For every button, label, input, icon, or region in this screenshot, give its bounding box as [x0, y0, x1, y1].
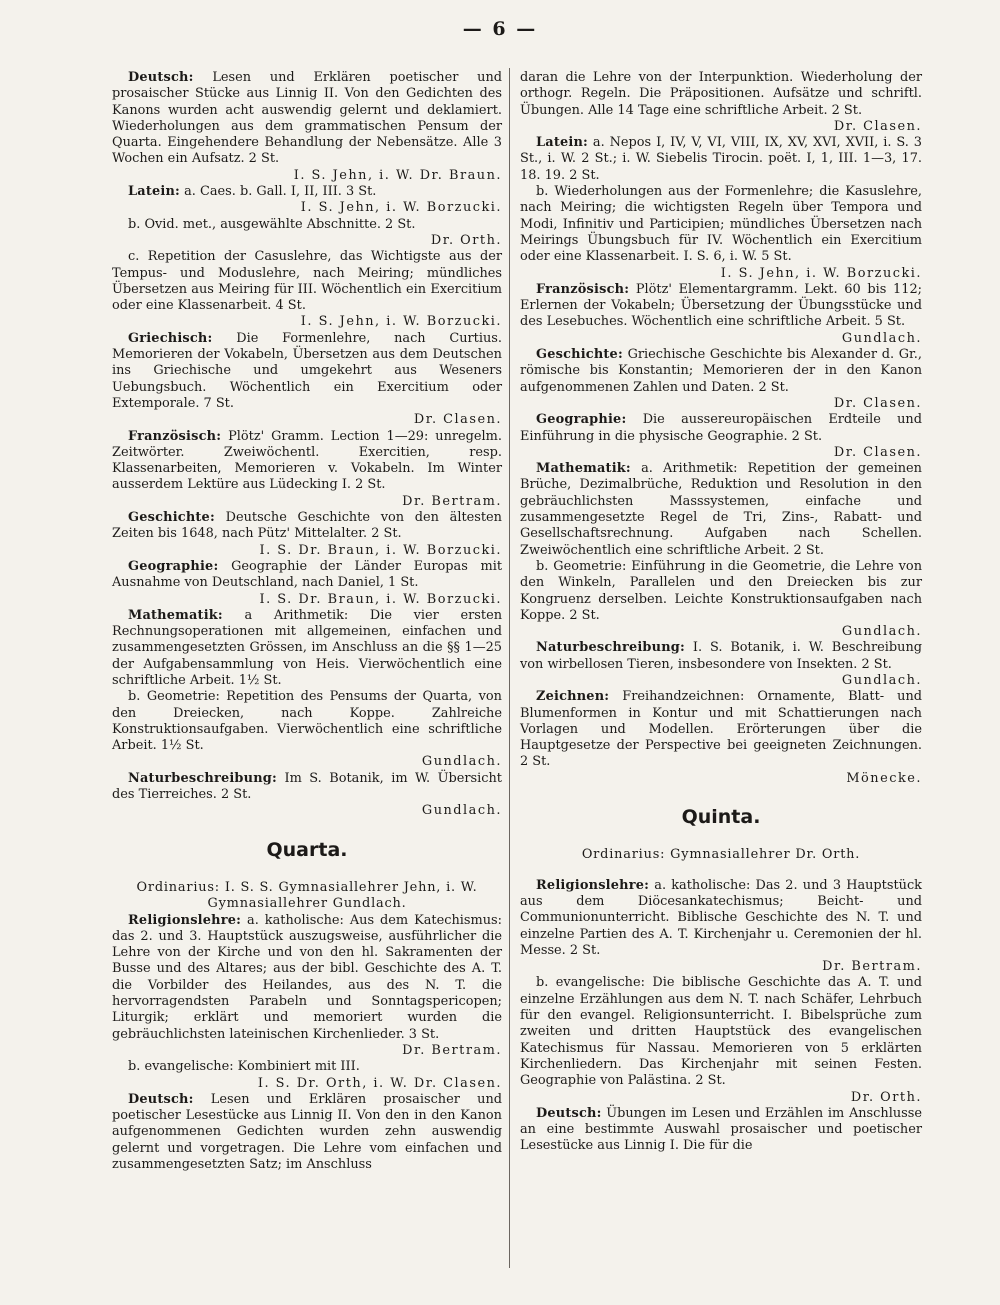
- teacher-line: I. S. Jehn, i. W. Borzucki.: [300, 314, 502, 330]
- subject-label: Französisch:: [128, 428, 222, 444]
- teacher-line: Dr. Orth.: [850, 1089, 922, 1105]
- geschichte-paragraph: [520, 347, 922, 396]
- teacher-line: Dr. Clasen.: [833, 395, 922, 411]
- deutsch-continuation: daran die Lehre von der Interpunktion. Wiederholung der orthogr. Regeln. Die Präpositionen. Aufsätze und schriftl. Übungen. Alle 14 Tage eine schriftliche Arbeit. 2 St.: [520, 70, 922, 118]
- geographie-paragraph: [520, 412, 922, 445]
- subject-label: Mathematik:: [536, 461, 631, 477]
- subject-text: I. S. Botanik, i. W. Beschreibung von wirbellosen Tieren, insbesondere von Insekten. 2 St.: [520, 640, 922, 672]
- subject-text: Lesen und Erklären poetischer und prosaischer Stücke aus Linnig II. Von den Gedichten des Kanons wurden acht auswendig gelernt und deklamiert. Wiederholungen aus dem grammatischen Pensum der Quarta. Eingehendere Behandlung der Nebensätze. Alle 3 Wochen ein Aufsatz. 2 St.: [112, 70, 502, 167]
- subject-label: Geographie:: [536, 412, 627, 428]
- mathematik-b-paragraph: b. Geometrie: Repetition des Pensums der Quarta, von den Dreiecken, nach Koppe. Zahlreiche Konstruktionsaufgaben. Vierwöchentlich eine schriftliche Arbeit. 1½ St.: [112, 689, 502, 754]
- teacher-line: Dr. Clasen.: [833, 118, 922, 134]
- subject-text: Im S. Botanik, im W. Übersicht des Tierreiches. 2 St.: [112, 770, 502, 803]
- teacher-line: Dr. Orth.: [430, 232, 502, 248]
- subject-text: Plötz' Elementargramm. Lekt. 60 bis 112; Erlernen der Vokabeln; Übersetzung der Übungsstücke und des Lesebuches. Wöchentlich eine schriftliche Arbeit. 5 St.: [520, 281, 922, 330]
- subject-text: Freihandzeichnen: Ornamente, Blatt- und Blumenformen in Kontur und mit Schattierungen nach Vorlagen und Modellen. Erörterungen über die Hauptgesetze der Perspective bei geeigneten Zeichnungen. 2 St.: [520, 689, 922, 770]
- subject-text: a. Arithmetik: Repetition der gemeinen Brüche, Dezimalbrüche, Reduktion und Resolution in den gebräuchlichsten Masssystemen, einfache und zusammengesetzte Regel de Tri, Zins-, Rabatt- und Gesellschaftsrechnung. Aufgaben nach Schellen. Zweiwöchentlich eine schriftliche Arbeit. 2 St.: [520, 461, 922, 558]
- deutsch-quinta-paragraph: [520, 1106, 922, 1155]
- mathematik-paragraph: [520, 461, 922, 559]
- subject-label: Deutsch:: [128, 1091, 194, 1107]
- religion-paragraph: [112, 913, 502, 1043]
- teacher-line: I. S. Dr. Braun, i. W. Borzucki.: [259, 591, 502, 607]
- subject-text: Lesen und Erklären prosaischer und poetischer Lesestücke aus Linnig II. Von den in den Kanon aufgenommenen Gedichten wurden zehn auswendig gelernt und vorgetragen. Die Lehre vom einfachen und zusammengesetzten Satz; im Anschluss: [112, 1091, 502, 1172]
- subject-text: a Arithmetik: Die vier ersten Rechnungsoperationen mit allgemeinen, einfachen und zusammengesetzten Grössen, im Anschluss an die §§ 1—25 der Aufgabensammlung von Heis. Vierwöchentlich eine schriftliche Arbeit. 1½ St.: [112, 607, 502, 688]
- teacher-line: Dr. Clasen.: [413, 412, 502, 428]
- zeichnen-paragraph: [520, 689, 922, 770]
- subject-text: a. Nepos I, IV, V, VI, VIII, IX, XV, XVI, XVII, i. S. 3 St., i. W. 2 St.; i. W. Siebelis Tirocin. poët. I, 1, III. 1—3, 17. 18. 19. 2 St.: [520, 135, 922, 183]
- latein-c-paragraph: c. Repetition der Casuslehre, das Wichtigste aus der Tempus- und Moduslehre, nach Meiring; mündliches Übersetzen aus Meiring für III. Wöchentlich ein Exercitium oder eine Klassenarbeit. 4 St.: [112, 249, 502, 314]
- subject-text: a. Caes. b. Gall. I, II, III. 3 St.: [184, 184, 377, 200]
- subject-label: Französisch:: [536, 281, 630, 297]
- teacher-line: Gundlach.: [841, 624, 922, 640]
- subject-label: Religionslehre:: [128, 912, 242, 928]
- subject-text: a. katholische: Das 2. und 3 Hauptstück aus dem Diöcesankatechismus; Beicht- und Communionunterricht. Biblische Geschichte des N. T. und einzelne Partien des A. T. Kirchenjahr u. Ceremonien der hl. Messe. 2 St.: [520, 877, 922, 958]
- subject-text: Die aussereuropäischen Erdteile und Einführung in die physische Geographie. 2 St.: [520, 412, 922, 444]
- teacher-line: I. S. Jehn, i. W. Borzucki.: [300, 200, 502, 216]
- franzoesisch-paragraph: [520, 282, 922, 331]
- quinta-heading: Quinta.: [681, 806, 761, 829]
- latein-b-paragraph: b. Wiederholungen aus der Formenlehre; die Kasuslehre, nach Meiring; die wichtigsten Regeln über Tempora und Modi, Infinitiv und Participien; mündliches Übersetzen nach Meirings Übungsbuch für IV. Wöchentlich ein Exercitium oder eine Klassenarbeit. I. S. 6, i. W. 5 St.: [520, 184, 922, 265]
- latein-paragraph: [112, 184, 502, 200]
- geographie-paragraph: [112, 559, 502, 592]
- subject-label: Geschichte:: [128, 510, 215, 526]
- naturbeschreibung-paragraph: [520, 640, 922, 673]
- teacher-line: Gundlach.: [841, 672, 922, 688]
- religion-paragraph: [520, 878, 922, 959]
- subject-text: Geographie der Länder Europas mit Ausnahme von Deutschland, nach Daniel, 1 St.: [112, 558, 503, 591]
- subject-label: Griechisch:: [128, 330, 213, 346]
- religion-b-paragraph: b. evangelische: Die biblische Geschichte das A. T. und einzelne Erzählungen aus dem N. T. nach Schäfer, Lehrbuch für den evangel. Religionsunterricht. I. Bibelsprüche zum zweiten und dritten Hauptstück des evangelischen Katechismus für Nassau. Memorieren von 5 erklärten Kirchenliedern. Das Kirchenjahr mit seinen Festen. Geographie von Palästina. 2 St.: [520, 975, 922, 1089]
- teacher-line: I. S. Dr. Braun, i. W. Borzucki.: [259, 542, 502, 558]
- teacher-line: Gundlach.: [421, 803, 502, 819]
- latein-b-paragraph: b. Ovid. met., ausgewählte Abschnitte. 2 St.: [128, 216, 416, 232]
- subject-label: Religionslehre:: [536, 877, 650, 893]
- subject-label: Geschichte:: [536, 347, 623, 363]
- teacher-line: I. S. Jehn, i. W. Borzucki.: [720, 265, 922, 281]
- deutsch-paragraph: [112, 70, 502, 168]
- ordinarius-line: Ordinarius: Gymnasiallehrer Dr. Orth.: [581, 847, 861, 863]
- mathematik-paragraph: [112, 608, 502, 689]
- naturbeschreibung-paragraph: [112, 771, 502, 804]
- column-divider: [509, 68, 510, 1268]
- mathematik-b-paragraph: b. Geometrie: Einführung in die Geometrie, die Lehre von den Winkeln, Parallelen und den Dreiecken bis zur Kongruenz derselben. Leichte Konstruktionsaufgaben nach Koppe. 2 St.: [520, 558, 922, 623]
- griechisch-paragraph: [112, 331, 502, 412]
- religion-b-paragraph: b. evangelische: Kombiniert mit III.: [128, 1059, 360, 1075]
- teacher-line: I. S. Dr. Orth, i. W. Dr. Clasen.: [257, 1075, 502, 1091]
- teacher-line: Dr. Bertram.: [822, 959, 922, 975]
- teacher-line: Mönecke.: [846, 770, 922, 786]
- subject-text: Griechische Geschichte bis Alexander d. Gr., römische bis Konstantin; Memorieren der in den Kanon aufgenommenen Zahlen und Daten. 2 St.: [520, 347, 922, 395]
- deutsch-quarta-paragraph: [112, 1092, 502, 1173]
- spacer: [520, 864, 922, 878]
- subject-text: a. katholische: Aus dem Katechismus: das 2. und 3. Hauptstück auszugsweise, ausführlicher die Lehre von der Kirche und von den hl. Sakramenten der Busse und des Altares; aus der bibl. Geschichte des A. T. die Vorbilder des Heilandes, aus des N. T. die hervorragendsten Parabeln und Sonntagspericopen; Liturgik; erklärt und memoriert wurden die gebräuchlichsten lateinischen Kirchenlieder. 3 St.: [112, 912, 502, 1042]
- left-column: [112, 70, 502, 1173]
- subject-label: Latein:: [128, 184, 180, 200]
- subject-text: Übungen im Lesen und Erzählen im Anschlusse an eine bestimmte Auswahl prosaischer und poetischer Lesestücke aus Linnig I. Die für die: [520, 1105, 922, 1154]
- subject-label: Geographie:: [128, 558, 219, 574]
- franzoesisch-paragraph: [112, 429, 502, 494]
- subject-text: Deutsche Geschichte von den ältesten Zeiten bis 1648, nach Pütz' Mittelalter. 2 St.: [112, 510, 502, 542]
- teacher-line: Dr. Bertram.: [402, 1042, 502, 1058]
- teacher-line: I. S. Jehn, i. W. Dr. Braun.: [293, 167, 502, 183]
- teacher-line: Gundlach.: [421, 754, 502, 770]
- teacher-line: Dr. Clasen.: [833, 444, 922, 460]
- subject-label: Latein:: [536, 135, 588, 151]
- page-number: — 6 —: [462, 18, 538, 40]
- subject-label: Naturbeschreibung:: [536, 640, 685, 656]
- ordinarius-line: Ordinarius: I. S. S. Gymnasiallehrer Jehn, i. W. Gymnasiallehrer Gundlach.: [136, 879, 478, 912]
- teacher-line: Dr. Bertram.: [402, 493, 502, 509]
- subject-label: Deutsch:: [128, 70, 194, 85]
- right-column: [520, 70, 922, 1155]
- subject-text: Plötz' Gramm. Lection 1—29: unregelm. Zeitwörter. Zweiwöchentl. Exercitien, resp. Klassenarbeiten, Memorieren v. Vokabeln. Im Winter ausserdem Lektüre aus Lüdecking I. 2 St.: [112, 428, 502, 493]
- geschichte-paragraph: [112, 510, 502, 543]
- subject-text: Die Formenlehre, nach Curtius. Memorieren der Vokabeln, Übersetzen aus dem Deutschen ins Griechische und umgekehrt aus Weseners Uebungsbuch. Wöchentlich ein Exercitium oder Extemporale. 7 St.: [112, 330, 502, 411]
- quarta-heading: Quarta.: [266, 838, 348, 861]
- subject-label: Deutsch:: [536, 1105, 602, 1121]
- subject-label: Mathematik:: [128, 607, 223, 623]
- subject-label: Zeichnen:: [536, 689, 610, 705]
- teacher-line: Gundlach.: [841, 330, 922, 346]
- latein-paragraph: [520, 135, 922, 184]
- subject-label: Naturbeschreibung:: [128, 770, 277, 786]
